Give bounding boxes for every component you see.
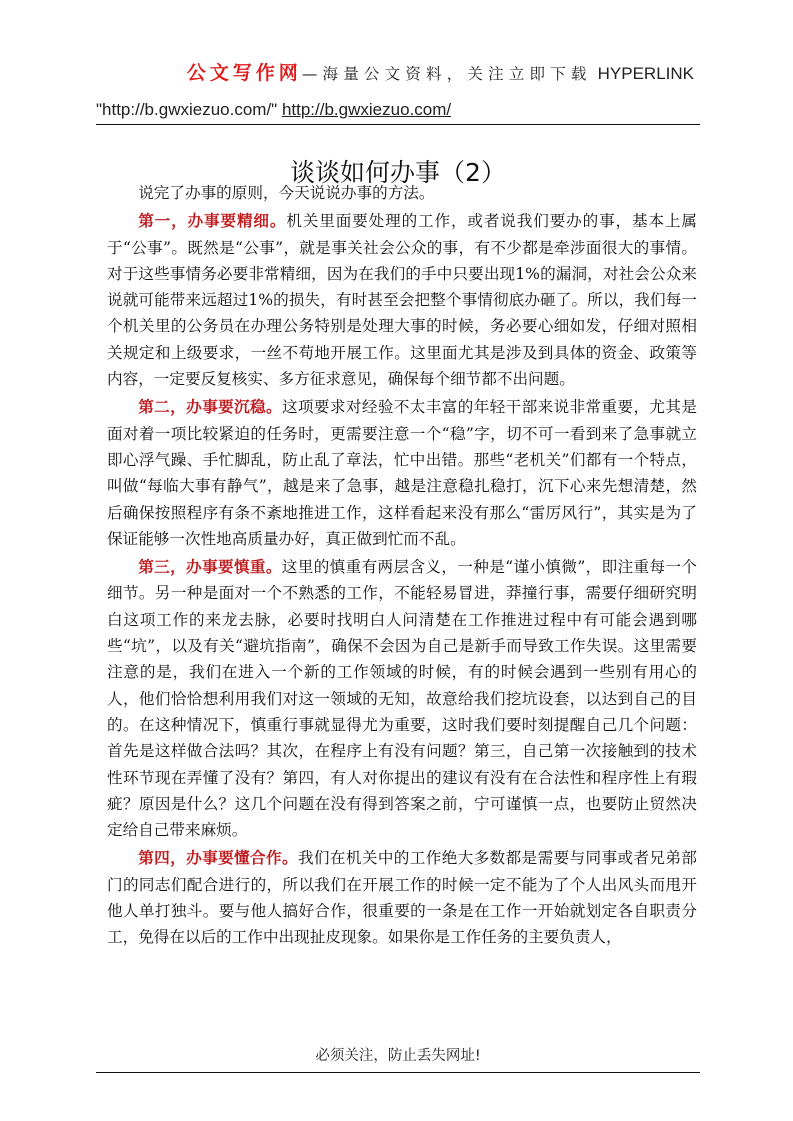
- document-title: 谈谈如何办事（2）: [290, 157, 506, 187]
- footer-notice: 必须关注，防止丢失网址!: [315, 1048, 481, 1064]
- section-lead: 第一，办事要精细。: [138, 211, 287, 231]
- website-link[interactable]: http://b.gwxiezuo.com/: [281, 100, 452, 119]
- page-header: [96, 56, 700, 125]
- hyperlink-target-text: "http://b.gwxiezuo.com/": [96, 100, 278, 119]
- section-text: 机关里面要处理的工作，或者说我们要办的事，基本上属于“公事”。既然是“公事”，就是事关社会公众的事，有不少都是牵涉面很大的事情。对于这些事情务必要非常精细，因为在我们的手中只要出现1%的漏洞，对社会公众来说就可能带来远超过1%的损失，有时甚至会把整个事情彻底办砸了。所以，我们每一个机关里的公务员在办理公务特别是处理大事的时候，务必要心细如发，仔细对照相关规定和上级要求，一丝不苟地开展工作。这里面尤其是涉及到具体的资金、政策等内容，一定要反复核实、多方征求意见，确保每个细节都不出问题。: [107, 212, 697, 389]
- section-paragraph: [107, 845, 697, 950]
- hyperlink-field-code: HYPERLINK: [597, 64, 694, 83]
- brand-logo-text[interactable]: 公文写作网: [186, 62, 302, 84]
- header-url-line: [96, 95, 700, 125]
- intro-paragraph: 说完了办事的原则，今天说说办事的方法。: [138, 184, 435, 202]
- section-paragraph: [107, 554, 697, 843]
- header-banner: [96, 56, 700, 90]
- document-body: [107, 180, 697, 953]
- section-text: 这里的慎重有两层含义，一种是“谨小慎微”，即注重每一个细节。另一种是面对一个不熟悉的工作，不能轻易冒进，莽撞行事，需要仔细研究明白这项工作的来龙去脉，必要时找明白人问清楚在工作推进过程中有可能会遇到哪些“坑”，以及有关“避坑指南”，确保不会因为自己是新手而导致工作失误。这里需要注意的是，我们在进入一个新的工作领域的时候，有的时候会遇到一些别有用心的人，他们恰恰想利用我们对这一领域的无知，故意给我们挖坑设套，以达到自己的目的。在这种情况下，慎重行事就显得尤为重要，这时我们要时刻提醒自己几个问题：首先是这样做合法吗？其次，在程序上有没有问题？第三，自己第一次接触到的技术性环节现在弄懂了没有？第四，有人对你提出的建议有没有在合法性和程序性上有瑕疵？原因是什么？这几个问题在没有得到答案之前，宁可谨慎一点，也要防止贸然决定给自己带来麻烦。: [107, 558, 697, 840]
- section-paragraph: [107, 208, 697, 392]
- header-divider: [96, 124, 700, 125]
- section-lead: 第四，办事要懂合作。: [138, 848, 298, 868]
- header-tagline: —海量公文资料，关注立即下载: [301, 65, 592, 83]
- section-lead: 第二，办事要沉稳。: [138, 397, 282, 417]
- footer-divider: [96, 1072, 700, 1073]
- section-text: 我们在机关中的工作绝大多数都是需要与同事或者兄弟部门的同志们配合进行的，所以我们在开展工作的时候一定不能为了个人出风头而甩开他人单打独斗。要与他人搞好合作，很重要的一条是在工作一开始就划定各自职责分工，免得在以后的工作中出现扯皮现象。如果你是工作任务的主要负责人，: [107, 849, 697, 947]
- section-lead: 第三，办事要慎重。: [138, 557, 282, 577]
- section-text: 这项要求对经验不太丰富的年轻干部来说非常重要，尤其是面对着一项比较紧迫的任务时，更需要注意一个“稳”字，切不可一看到来了急事就立即心浮气躁、手忙脚乱，防止乱了章法，忙中出错。那些“老机关”们都有一个特点，叫做“每临大事有静气”，越是来了急事，越是注意稳扎稳打，沉下心来先想清楚，然后确保按照程序有条不紊地推进工作，这样看起来没有那么“雷厉风行”，其实是为了保证能够一次性地高质量办好，真正做到忙而不乱。: [107, 398, 697, 548]
- section-paragraph: [107, 394, 697, 552]
